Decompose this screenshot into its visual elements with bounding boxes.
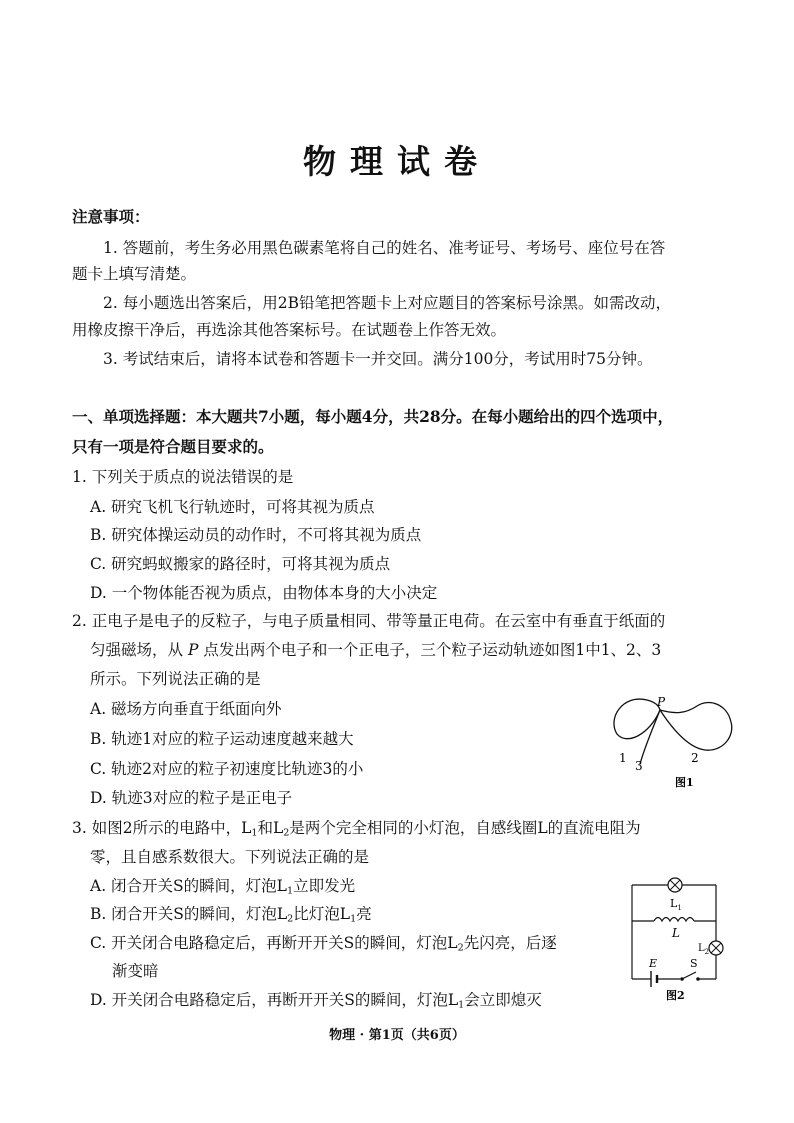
q1-option-c: C. 研究蚂蚁搬家的路径时，可将其视为质点 bbox=[90, 555, 391, 573]
q2-stem-line3: 所示。下列说法正确的是 bbox=[90, 670, 261, 688]
page-title: 物理试卷 bbox=[303, 142, 491, 181]
inductor-coil-icon bbox=[654, 918, 694, 922]
q2-option-c: C. 轨迹2对应的粒子初速度比轨迹3的小 bbox=[90, 760, 364, 778]
q1-option-d: D. 一个物体能否视为质点，由物体本身的大小决定 bbox=[90, 584, 438, 602]
q2-option-a: A. 磁场方向垂直于纸面向外 bbox=[90, 700, 282, 718]
q3-option-c-line1: C. 开关闭合电路稳定后，再断开开关S的瞬间，灯泡$L_2$先闪亮，后逐 bbox=[90, 934, 557, 954]
q3-stem-line1: 3. 如图2所示的电路中，$L_1$和$L_2$是两个完全相同的小灯泡，自感线圈L的直流电阻为 bbox=[72, 819, 641, 839]
q3-option-d: D. 开关闭合电路稳定后，再断开开关S的瞬间，灯泡$L_1$会立即熄灭 bbox=[90, 991, 542, 1011]
page-footer: 物理 · 第1页（共6页） bbox=[329, 1028, 465, 1043]
q2-stem-line2: 匀强磁场，从 P 点发出两个电子和一个正电子，三个粒子运动轨迹如图1中1、2、3 bbox=[90, 641, 662, 659]
section1-heading-line1: 一、单项选择题：本大题共7小题，每小题4分，共28分。在每小题给出的四个选项中， bbox=[72, 407, 674, 426]
q2-option-d: D. 轨迹3对应的粒子是正电子 bbox=[90, 789, 293, 807]
q1-option-b: B. 研究体操运动员的动作时，不可将其视为质点 bbox=[90, 526, 422, 544]
section1-heading-line2: 只有一项是符合题目要求的。 bbox=[72, 437, 274, 456]
switch-icon bbox=[682, 972, 696, 979]
fig1-label-3: 3 bbox=[635, 759, 643, 773]
q2-option-b: B. 轨迹1对应的粒子运动速度越来越大 bbox=[90, 730, 354, 748]
fig1-label-p: P bbox=[657, 695, 666, 709]
fig2-label-l2: $L_2$ bbox=[698, 943, 710, 956]
notice-item1-line1: 1. 答题前，考生务必用黑色碳素笔将自己的姓名、准考证号、考场号、座位号在答 bbox=[103, 239, 666, 257]
q1-stem: 1. 下列关于质点的说法错误的是 bbox=[72, 468, 294, 486]
q3-stem-line2: 零，且自感系数很大。下列说法正确的是 bbox=[90, 848, 370, 866]
notice-item1-line2: 题卡上填写清楚。 bbox=[72, 265, 197, 283]
notice-item3: 3. 考试结束后，请将本试卷和答题卡一并交回。满分100分，考试用时75分钟。 bbox=[103, 350, 653, 368]
fig1-caption: 图1 bbox=[675, 776, 694, 789]
q3-option-c-line2: 渐变暗 bbox=[112, 962, 159, 980]
fig2-label-s: S bbox=[690, 957, 698, 970]
figure-2-circuit bbox=[624, 875, 734, 1005]
q3-option-b: B. 闭合开关S的瞬间，灯泡$L_2$比灯泡$L_1$亮 bbox=[90, 905, 372, 925]
notice-item2-line1: 2. 每小题选出答案后，用2B铅笔把答题卡上对应题目的答案标号涂黑。如需改动， bbox=[103, 294, 671, 312]
notice-item2-line2: 用橡皮擦干净后，再选涂其他答案标号。在试题卷上作答无效。 bbox=[72, 321, 507, 339]
q1-option-a: A. 研究飞机飞行轨迹时，可将其视为质点 bbox=[90, 498, 375, 516]
fig2-label-l: L bbox=[672, 926, 680, 940]
fig2-label-l1: $L_1$ bbox=[670, 897, 682, 912]
q2-stem-line1: 2. 正电子是电子的反粒子，与电子质量相同、带等量正电荷。在云室中有垂直于纸面的 bbox=[72, 612, 666, 630]
fig2-caption: 图2 bbox=[666, 989, 685, 1002]
fig2-label-e: E bbox=[649, 957, 658, 970]
fig1-label-2: 2 bbox=[691, 751, 699, 765]
figure-1-trajectories bbox=[605, 688, 755, 798]
q3-option-a: A. 闭合开关S的瞬间，灯泡$L_1$立即发光 bbox=[90, 877, 356, 897]
fig1-label-1: 1 bbox=[619, 751, 627, 765]
notice-heading: 注意事项： bbox=[72, 207, 150, 226]
